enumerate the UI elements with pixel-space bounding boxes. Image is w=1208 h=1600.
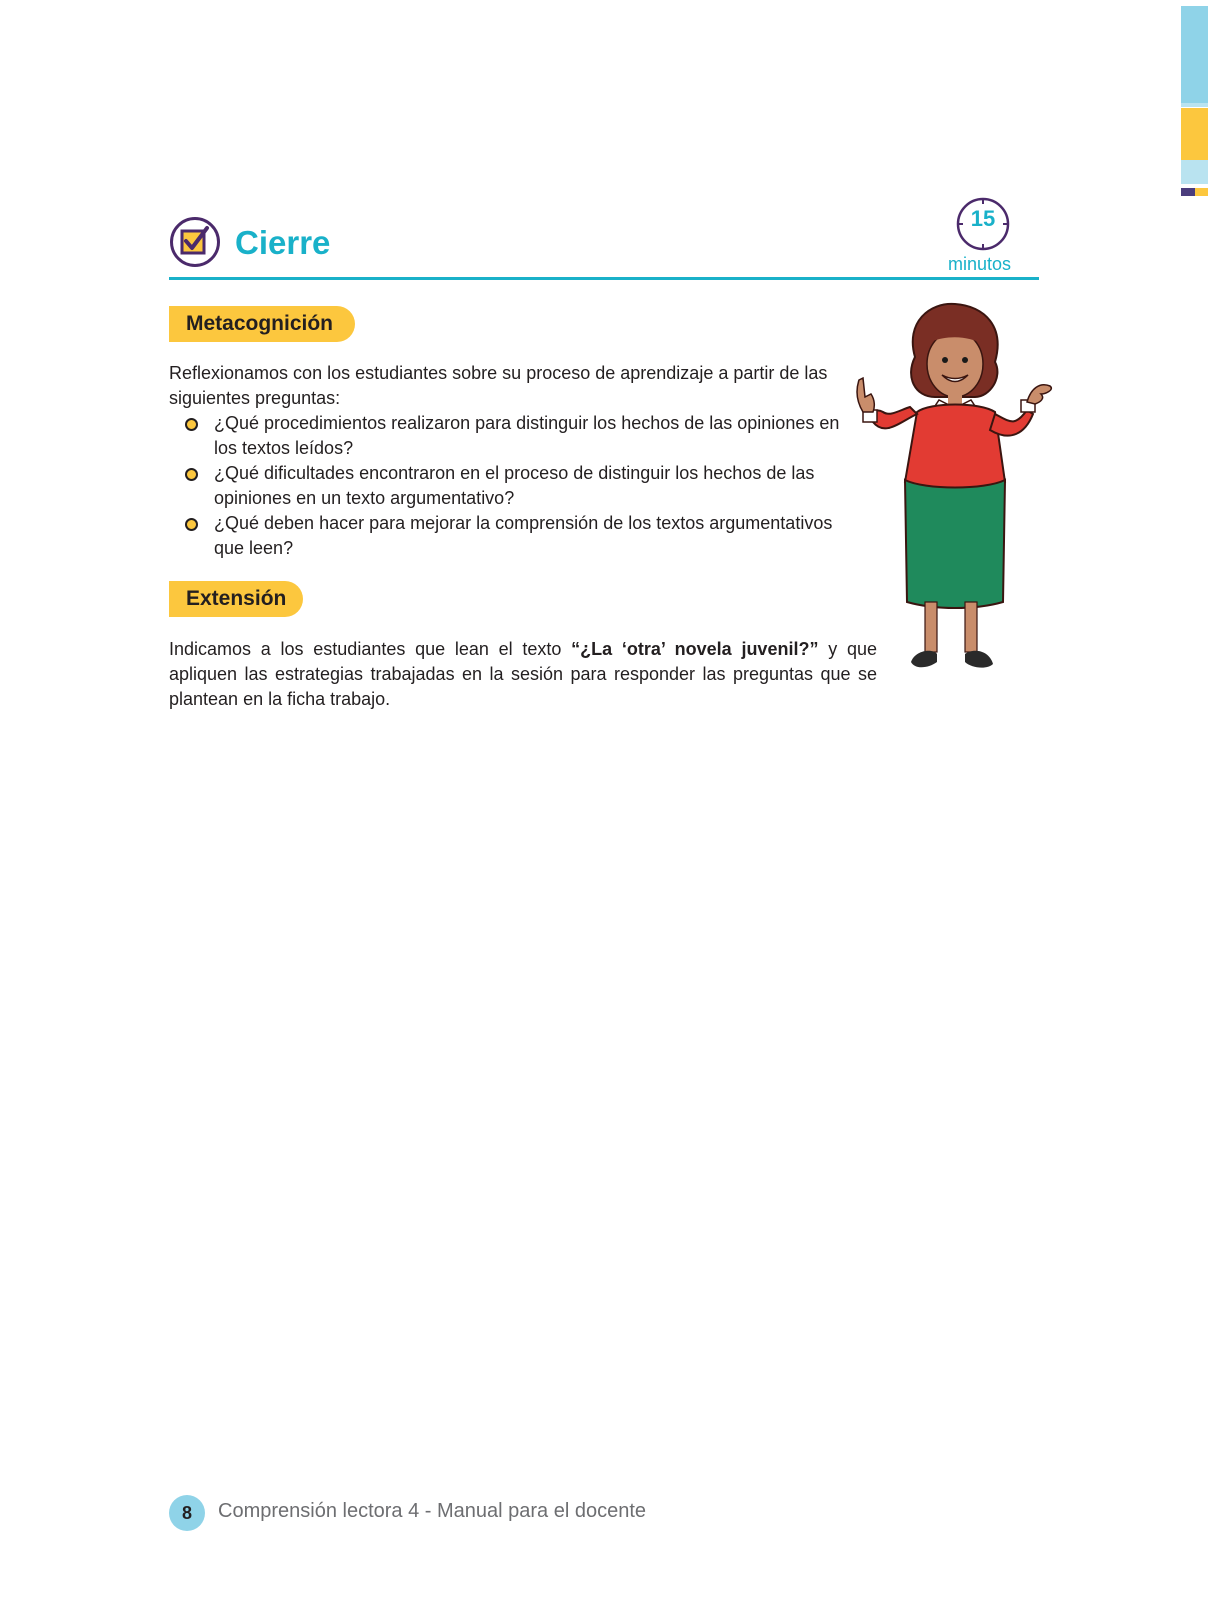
list-item	[185, 511, 865, 561]
metacognicion-heading: Metacognición	[169, 306, 355, 342]
question-text: ¿Qué procedimientos realizaron para distinguir los hechos de las opiniones en los textos leídos?	[214, 413, 840, 458]
checkbox-icon	[169, 216, 221, 268]
side-tab-purple-mark	[1181, 188, 1195, 196]
bullet-icon	[185, 418, 198, 431]
timer-minutes: 15	[970, 206, 996, 231]
timer-label: minutos	[947, 254, 1011, 274]
list-item	[185, 461, 865, 511]
extension-text-end: y que apliquen las estrategias trabajadas en la sesión para responder las preguntas que se plantean en la ficha trabajo.	[169, 639, 877, 709]
page-number: 8	[169, 1495, 205, 1531]
bullet-icon	[185, 518, 198, 531]
section-title: Cierre	[235, 224, 331, 261]
metacognicion-intro: Reflexionamos con los estudiantes sobre su proceso de aprendizaje a partir de las siguientes preguntas:	[169, 363, 828, 408]
side-tab-yellow-mark	[1195, 188, 1208, 196]
question-list	[185, 411, 865, 561]
footer-title: Comprensión lectora 4 - Manual para el docente	[218, 1500, 647, 1522]
section-header	[169, 206, 1039, 280]
list-item	[185, 411, 865, 461]
header-divider	[169, 277, 1039, 280]
side-tab-yellow	[1181, 108, 1208, 160]
teacher-illustration	[855, 302, 1055, 692]
side-tab-blue	[1181, 6, 1208, 103]
extension-text	[169, 637, 877, 712]
side-tab-light	[1181, 160, 1208, 184]
extension-text-start: Indicamos a los estudiantes que lean el texto	[169, 639, 572, 659]
side-tab-divider	[1181, 103, 1208, 107]
question-text: ¿Qué deben hacer para mejorar la comprensión de los textos argumentativos que leen?	[214, 513, 833, 558]
extension-heading: Extensión	[169, 581, 303, 617]
bullet-icon	[185, 468, 198, 481]
question-text: ¿Qué dificultades encontraron en el proceso de distinguir los hechos de las opiniones en un texto argumentativo?	[214, 463, 815, 508]
extension-title-bold: “¿La ‘otra’ novela juvenil?”	[571, 639, 819, 659]
